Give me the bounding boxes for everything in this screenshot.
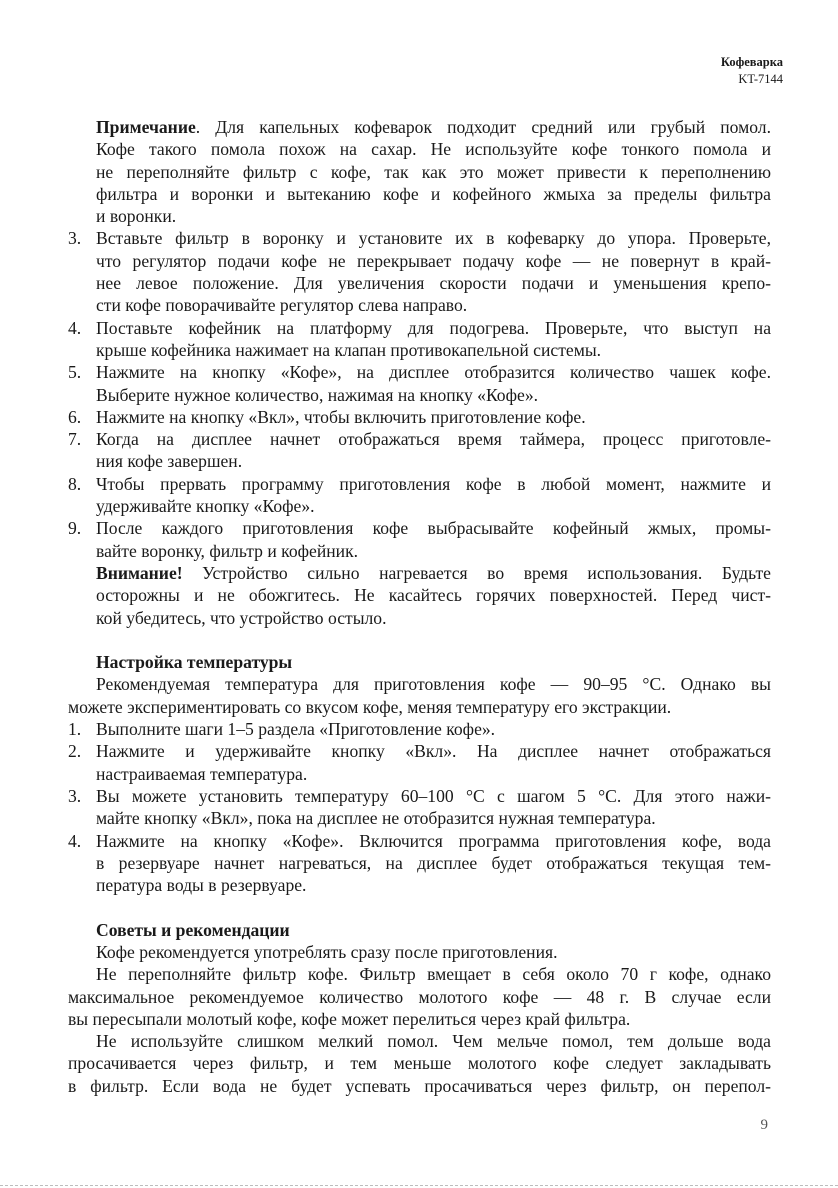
paragraph-line: можете экспериментировать со вкусом кофе, меняя температуру его экстракции. — [68, 696, 672, 717]
list-number: 6. — [68, 406, 82, 427]
warning-line: осторожны и не обожгитесь. Не касайтесь горячих поверхностей. Перед чист- — [96, 585, 771, 606]
paragraph-line: Рекомендуемая температура для приготовления кофе — 90–95 °С. Однако вы — [96, 674, 771, 695]
list-number: 2. — [68, 741, 82, 762]
list-line: Чтобы прервать программу приготовления кофе в любой момент, нажмите и — [96, 473, 771, 494]
list-item — [68, 428, 771, 473]
warning-line: кой убедитесь, что устройство остыло. — [96, 607, 387, 628]
paragraph-line: в фильтр. Если вода не будет успевать просачиваться через фильтр, он перепол- — [68, 1075, 771, 1096]
list-item — [68, 361, 771, 406]
list-line: Нажмите на кнопку «Вкл», чтобы включить приготовление кофе. — [96, 406, 586, 427]
list-line: вайте воронку, фильтр и кофейник. — [96, 540, 359, 561]
list-line: Выберите нужное количество, нажимая на кнопку «Кофе». — [96, 384, 539, 405]
list-number: 8. — [68, 473, 82, 494]
paragraph-line: Кофе рекомендуется употреблять сразу после приготовления. — [96, 941, 558, 962]
warning-line: Внимание! Устройство сильно нагревается во время использования. Будьте — [96, 562, 771, 583]
list-line: пература воды в резервуаре. — [96, 875, 307, 896]
paragraph-line: вы пересыпали молотый кофе, кофе может перелиться через край фильтра. — [68, 1008, 631, 1029]
list-item — [68, 406, 771, 428]
section-heading-temperature: Настройка температуры — [96, 652, 293, 673]
list-item — [68, 317, 771, 362]
list-item — [68, 718, 771, 740]
list-line: нее левое положение. Для увеличения скорости подачи и уменьшения крепо- — [96, 273, 771, 294]
list-line: Вставьте фильтр в воронку и установите их в кофеварку до упора. Проверьте, — [96, 228, 771, 249]
list-line: Нажмите на кнопку «Кофе». Включится программа приготовления кофе, вода — [96, 830, 771, 851]
list-line: Нажмите и удерживайте кнопку «Вкл». На дисплее начнет отображаться — [96, 741, 771, 762]
section-heading-tips: Советы и рекомендации — [96, 919, 290, 940]
list-line: После каждого приготовления кофе выбрасывайте кофейный жмых, промы- — [96, 518, 771, 539]
note-line: фильтра и воронки и вытеканию кофе и кофейного жмыха за пределы фильтра — [96, 183, 771, 204]
page-body — [68, 116, 771, 1097]
page-edge-rule — [0, 1185, 838, 1186]
list-line: сти кофе поворачивайте регулятор слева направо. — [96, 295, 468, 316]
note-line: Кофе такого помола похож на сахар. Не используйте кофе тонкого помола и — [96, 139, 771, 160]
note-line: Примечание. Для капельных кофеварок подходит средний или грубый помол. — [96, 117, 771, 137]
list-line: Когда на дисплее начнет отображаться время таймера, процесс приготовле- — [96, 429, 771, 450]
list-number: 5. — [68, 362, 82, 383]
list-number: 1. — [68, 719, 82, 740]
list-line: настраиваемая температура. — [96, 763, 308, 784]
list-line: Выполните шаги 1–5 раздела «Приготовление кофе». — [96, 719, 496, 740]
list-line: в резервуаре начнет нагреваться, на дисплее будет отображаться текущая тем- — [96, 852, 771, 873]
list-line: ния кофе завершен. — [96, 451, 243, 472]
list-item — [68, 785, 771, 830]
warning-label: Внимание! — [96, 562, 183, 583]
list-line: удерживайте кнопку «Кофе». — [96, 496, 315, 517]
paragraph-line: просачивается через фильтр, и тем меньше молотого кофе следует закладывать — [68, 1053, 771, 1074]
list-line: Нажмите на кнопку «Кофе», на дисплее отобразится количество чашек кофе. — [96, 362, 771, 383]
list-line: майте кнопку «Вкл», пока на дисплее не отобразится нужная температура. — [96, 808, 656, 829]
page-number: 9 — [760, 1117, 768, 1133]
list-number: 4. — [68, 317, 82, 338]
list-item — [68, 473, 771, 518]
note-line: и воронки. — [96, 206, 177, 227]
running-header — [721, 54, 783, 88]
note-block — [68, 116, 771, 227]
list-item — [68, 517, 771, 562]
note-line: не переполняйте фильтр с кофе, так как это может привести к переполнению — [96, 161, 771, 182]
list-number: 3. — [68, 228, 82, 249]
paragraph-line: Не переполняйте фильтр кофе. Фильтр вмещает в себя около 70 г кофе, однако — [96, 964, 771, 985]
list-line: Поставьте кофейник на платформу для подогрева. Проверьте, что выступ на — [96, 317, 771, 338]
list-line: что регулятор подачи кофе не перекрывает подачу кофе — не повернут в край- — [96, 250, 771, 271]
list-number: 3. — [68, 785, 82, 806]
list-number: 4. — [68, 830, 82, 851]
list-item — [68, 227, 771, 316]
header-model: KT-7144 — [738, 72, 783, 86]
list-line: Вы можете установить температуру 60–100 °С с шагом 5 °С. Для этого нажи- — [96, 785, 771, 806]
list-number: 7. — [68, 429, 82, 450]
list-number: 9. — [68, 518, 82, 539]
list-item — [68, 740, 771, 785]
paragraph-line: Не используйте слишком мелкий помол. Чем мельче помол, тем дольше вода — [96, 1031, 771, 1052]
warning-block — [68, 562, 771, 629]
header-product: Кофеварка — [720, 55, 783, 69]
paragraph-line: максимальное рекомендуемое количество молотого кофе — 48 г. В случае если — [68, 986, 771, 1007]
note-label: Примечание — [96, 117, 196, 137]
list-item — [68, 830, 771, 897]
list-line: крыше кофейника нажимает на клапан противокапельной системы. — [96, 339, 602, 360]
